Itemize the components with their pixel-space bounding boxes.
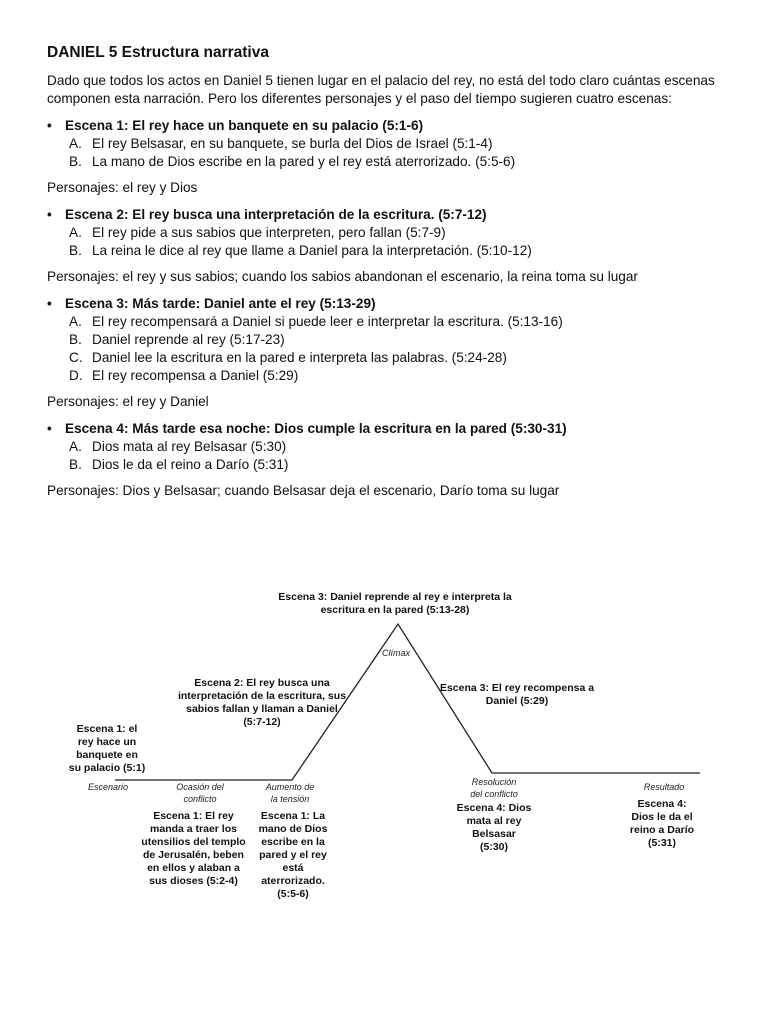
item-text: Daniel reprende al rey (5:17-23) [92, 332, 285, 347]
item-marker: B. [69, 154, 82, 169]
scene-item-list [47, 224, 737, 260]
bullet-icon: • [47, 118, 52, 133]
label-scene1-left: Escena 1: el rey hace un banquete en su palacio (5:1) [68, 723, 146, 774]
intro-paragraph: Dado que todos los actos en Daniel 5 tienen lugar en el palacio del rey, no está del todo claro cuántas escenas componen esta narración. Pero los diferentes personajes y el paso del tiempo sugieren cuatro escenas: [47, 73, 715, 106]
item-text: El rey recompensará a Daniel si puede leer e interpretar la escritura. (5:13-16) [92, 314, 563, 329]
label-scene1-vessels: Escena 1: El rey manda a traer los utensilios del templo de Jerusalén, beben en ellos y alaban a sus dioses (5:2-4) [141, 810, 246, 887]
scene-item [47, 349, 737, 367]
item-text: El rey pide a sus sabios que interpreten, pero fallan (5:7-9) [92, 225, 446, 240]
scene-item [47, 135, 737, 153]
scene-heading-text: Escena 1: El rey hace un banquete en su palacio (5:1-6) [65, 118, 424, 133]
scene-heading-text: Escena 3: Más tarde: Daniel ante el rey (5:13-29) [65, 296, 376, 311]
scene-item [47, 331, 737, 349]
document-body [47, 44, 737, 509]
scene-characters: Personajes: el rey y Daniel [47, 394, 209, 409]
stage-rising: Aumento de la tensión [265, 782, 315, 804]
item-text: La mano de Dios escribe en la pared y el rey está aterrorizado. (5:5-6) [92, 154, 516, 169]
item-marker: B. [69, 457, 82, 472]
item-text: Daniel lee la escritura en la pared e interpreta las palabras. (5:24-28) [92, 350, 507, 365]
scene-item-list [47, 438, 737, 474]
item-marker: B. [69, 243, 82, 258]
item-marker: A. [69, 439, 82, 454]
scene-item-list [47, 135, 737, 171]
scene-heading-text: Escena 4: Más tarde esa noche: Dios cumple la escritura en la pared (5:30-31) [65, 421, 567, 436]
stage-setting: Escenario [87, 782, 129, 792]
plot-diagram [0, 580, 768, 920]
stage-conflict: Ocasión del conflicto [176, 782, 224, 804]
scene-block [47, 206, 737, 286]
document-title: DANIEL 5 Estructura narrativa [47, 44, 269, 61]
scene-characters: Personajes: el rey y Dios [47, 180, 198, 195]
item-marker: A. [69, 314, 82, 329]
scene-list [47, 117, 737, 500]
stage-climax: Clímax [381, 648, 410, 658]
scene-item-list [47, 313, 737, 385]
stage-result: Resultado [643, 782, 685, 792]
item-marker: C. [69, 350, 83, 365]
bullet-icon: • [47, 207, 52, 222]
label-peak: Escena 3: Daniel reprende al rey e interpreta la escritura en la pared (5:13-28) [278, 591, 512, 616]
scene-item [47, 313, 737, 331]
scene-heading [47, 295, 737, 313]
scene-item [47, 438, 737, 456]
item-text: El rey recompensa a Daniel (5:29) [92, 368, 299, 383]
item-marker: D. [69, 368, 83, 383]
label-scene4-kill: Escena 4: Dios mata al rey Belsasar (5:30) [456, 802, 532, 853]
scene-item [47, 153, 737, 171]
item-text: Dios le da el reino a Darío (5:31) [92, 457, 289, 472]
scene-heading [47, 117, 737, 135]
scene-heading-text: Escena 2: El rey busca una interpretación de la escritura. (5:7-12) [65, 207, 487, 222]
scene-item [47, 456, 737, 474]
item-marker: B. [69, 332, 82, 347]
item-text: Dios mata al rey Belsasar (5:30) [92, 439, 287, 454]
scene-heading [47, 420, 737, 438]
label-scene1-hand: Escena 1: La mano de Dios escribe en la pared y el rey está aterrorizado. (5:5-6) [258, 810, 328, 900]
scene-item [47, 242, 737, 260]
scene-item [47, 224, 737, 242]
scene-block [47, 295, 737, 411]
bullet-icon: • [47, 296, 52, 311]
item-text: La reina le dice al rey que llame a Daniel para la interpretación. (5:10-12) [92, 243, 532, 258]
scene-block [47, 117, 737, 197]
scene-block [47, 420, 737, 500]
item-marker: A. [69, 136, 82, 151]
label-scene2: Escena 2: El rey busca una interpretación de la escritura, sus sabios fallan y llaman a Daniel (5:7-12) [177, 677, 347, 728]
scene-heading [47, 206, 737, 224]
item-text: El rey Belsasar, en su banquete, se burla del Dios de Israel (5:1-4) [92, 136, 493, 151]
scene-characters: Personajes: Dios y Belsasar; cuando Belsasar deja el escenario, Darío toma su lugar [47, 483, 560, 498]
label-scene3-reward: Escena 3: El rey recompensa a Daniel (5:29) [439, 682, 595, 707]
label-scene4-kingdom: Escena 4: Dios le da el reino a Darío (5:31) [629, 798, 695, 849]
bullet-icon: • [47, 421, 52, 436]
stage-resolution: Resolución del conflicto [470, 777, 518, 799]
item-marker: A. [69, 225, 82, 240]
scene-characters: Personajes: el rey y sus sabios; cuando los sabios abandonan el escenario, la reina toma su lugar [47, 269, 638, 284]
scene-item [47, 367, 737, 385]
